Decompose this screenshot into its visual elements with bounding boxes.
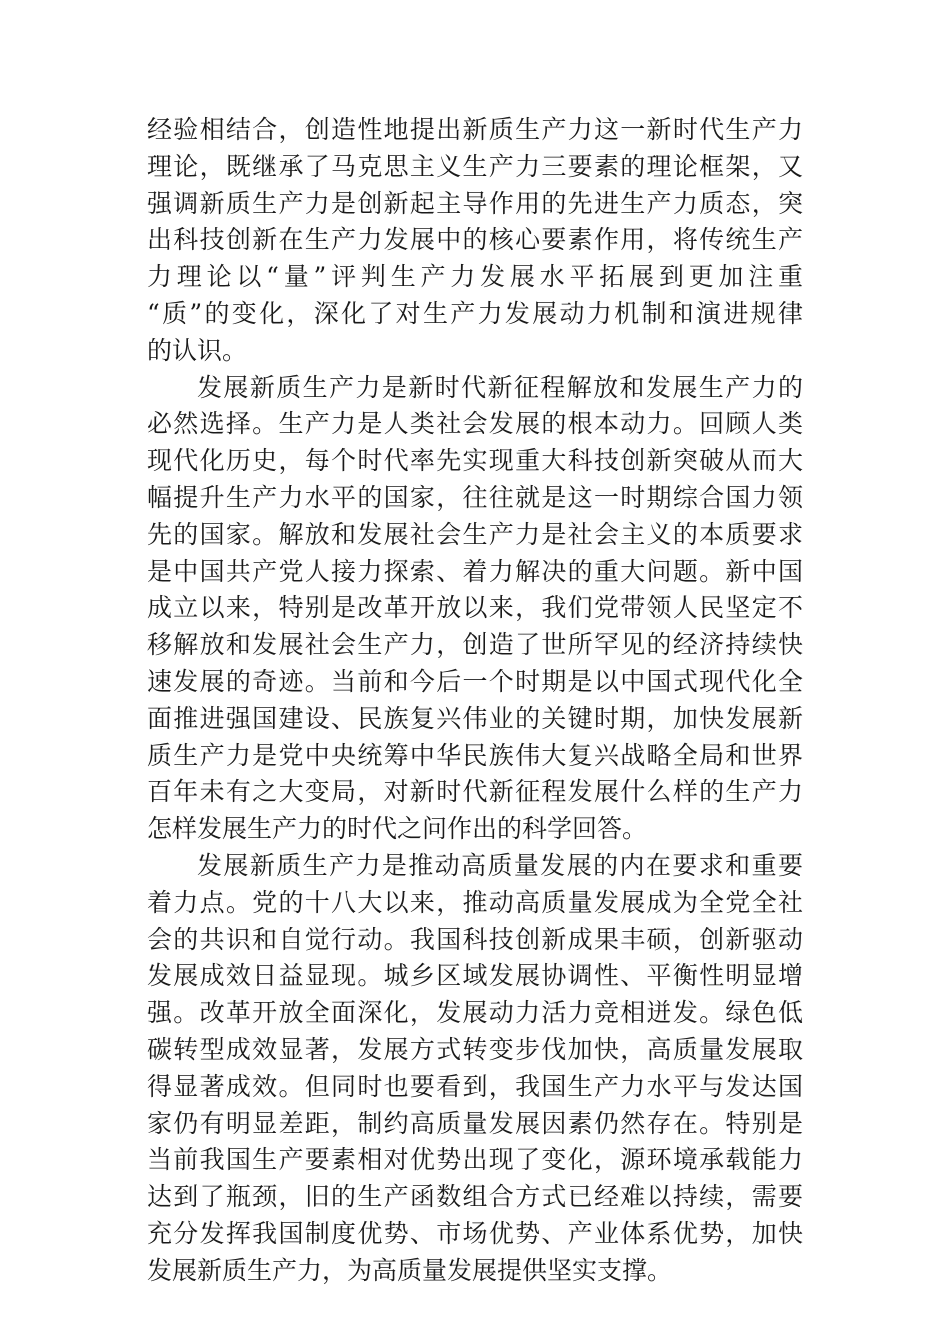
text-line: 充分发挥我国制度优势、市场优势、产业体系优势，加快 (147, 1218, 803, 1248)
paragraph-continuation (147, 112, 803, 370)
text-line: 怎样发展生产力的时代之问作出的科学回答。 (147, 814, 648, 844)
text-line: 百年未有之大变局，对新时代新征程发展什么样的生产力 (147, 777, 803, 807)
text-line: 当前我国生产要素相对优势出现了变化，源环境承载能力 (147, 1145, 803, 1175)
document-body (147, 112, 803, 1290)
text-line: 移解放和发展社会生产力，创造了世所罕见的经济持续快 (147, 630, 803, 660)
text-line: 先的国家。解放和发展社会生产力是社会主义的本质要求 (147, 519, 803, 549)
text-line: 碳转型成效显著，发展方式转变步伐加快，高质量发展取 (147, 1034, 803, 1064)
text-line: 速发展的奇迹。当前和今后一个时期是以中国式现代化全 (147, 666, 803, 696)
text-line: 强。改革开放全面深化，发展动力活力竞相迸发。绿色低 (147, 998, 803, 1028)
text-line: 的认识。 (147, 335, 248, 365)
text-line: 必然选择。生产力是人类社会发展的根本动力。回顾人类 (147, 409, 803, 439)
paragraph-productivity-choice (147, 370, 803, 848)
text-line: 面推进强国建设、民族复兴伟业的关键时期，加快发展新 (147, 703, 803, 733)
text-line: 力理论以“量”评判生产力发展水平拓展到更加注重 (147, 262, 803, 292)
text-line: 发展新质生产力是推动高质量发展的内在要求和重要 (197, 850, 803, 880)
text-line: 质生产力是党中央统筹中华民族伟大复兴战略全局和世界 (147, 740, 803, 770)
text-line: 得显著成效。但同时也要看到，我国生产力水平与发达国 (147, 1071, 803, 1101)
text-line: 着力点。党的十八大以来，推动高质量发展成为全党全社 (147, 887, 803, 917)
text-line: 现代化历史，每个时代率先实现重大科技创新突破从而大 (147, 446, 803, 476)
text-line: “质”的变化，深化了对生产力发展动力机制和演进规律 (147, 298, 803, 328)
text-line: 发展新质生产力，为高质量发展提供坚实支撑。 (147, 1255, 673, 1285)
text-line: 幅提升生产力水平的国家，往往就是这一时期综合国力领 (147, 482, 803, 512)
text-line: 出科技创新在生产力发展中的核心要素作用，将传统生产 (147, 225, 803, 255)
text-line: 发展成效日益显现。城乡区域发展协调性、平衡性明显增 (147, 961, 803, 991)
text-line: 家仍有明显差距，制约高质量发展因素仍然存在。特别是 (147, 1108, 803, 1138)
text-line: 理论，既继承了马克思主义生产力三要素的理论框架，又 (147, 151, 803, 181)
text-line: 会的共识和自觉行动。我国科技创新成果丰硕，创新驱动 (147, 924, 803, 954)
text-line: 经验相结合，创造性地提出新质生产力这一新时代生产力 (147, 115, 803, 144)
paragraph-high-quality-development (147, 848, 803, 1290)
text-line: 强调新质生产力是创新起主导作用的先进生产力质态，突 (147, 188, 803, 218)
text-line: 成立以来，特别是改革开放以来，我们党带领人民坚定不 (147, 593, 803, 623)
text-line: 发展新质生产力是新时代新征程解放和发展生产力的 (197, 372, 803, 402)
text-line: 达到了瓶颈，旧的生产函数组合方式已经难以持续，需要 (147, 1182, 803, 1212)
text-line: 是中国共产党人接力探索、着力解决的重大问题。新中国 (147, 556, 803, 586)
